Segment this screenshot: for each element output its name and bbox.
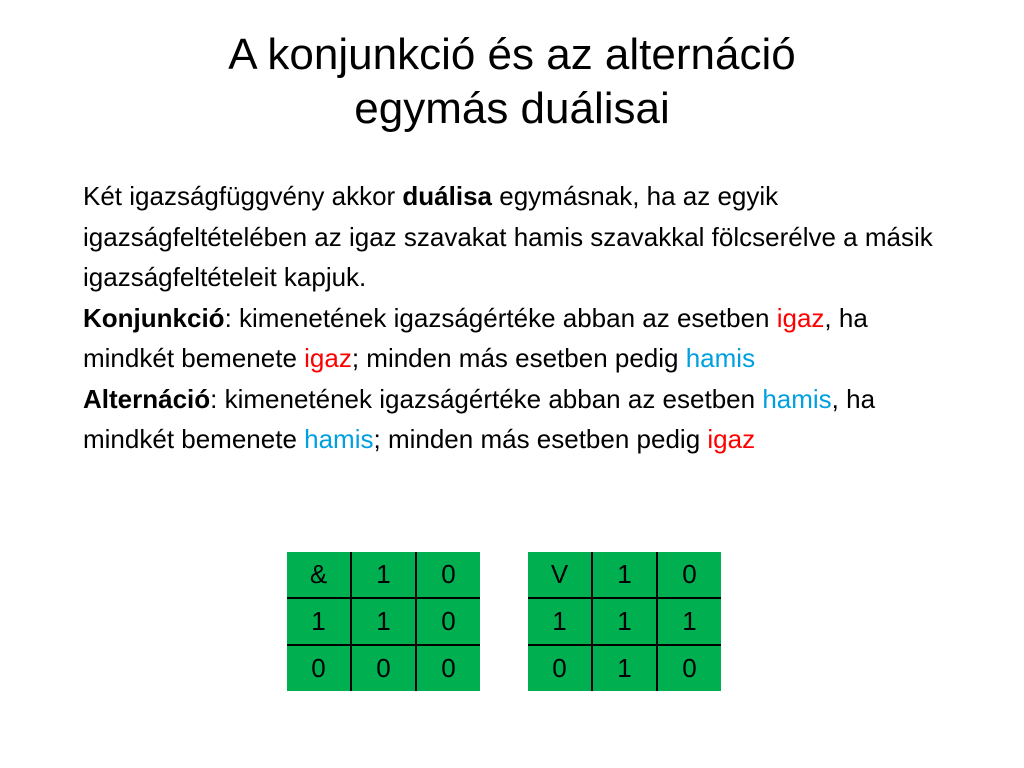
table-cell: 0 [416,552,480,598]
alternation-text-2: , ha mindkét bemenete [83,383,876,454]
table-cell: 0 [416,598,480,645]
alternation-word-false-1: hamis [762,383,832,414]
definition-paragraph [83,176,943,298]
table-cell: 1 [592,552,657,598]
table-row [528,552,721,598]
definition-text-end: egymásnak, ha az egyik igazságfeltételében az igaz szavakat hamis szavakkal fölcserélve a másik igazságfeltételeit kapjuk. [83,181,933,292]
conjunction-text-2: , ha mindkét bemenete [83,302,868,373]
table-cell: 0 [287,645,351,691]
title-line-1: A konjunkció és az alternáció [228,30,796,79]
table-cell: 0 [657,552,721,598]
alternation-text-1: : kimenetének igazságértéke abban az esetben [210,383,763,414]
conjunction-truth-table [287,552,480,691]
slide-title [60,28,964,136]
alternation-term: Alternáció [83,383,211,414]
alternation-word-true: igaz [707,424,756,454]
table-cell: 0 [528,645,592,691]
definition-text-start: Két igazságfüggvény akkor [83,181,403,211]
table-cell: 1 [351,552,416,598]
alternation-word-false-2: hamis [304,424,374,454]
table-cell: 1 [287,598,351,645]
table-cell: V [528,552,592,598]
slide-body [83,176,943,460]
table-cell: 1 [528,598,592,645]
table-cell: 0 [351,645,416,691]
conjunction-text-1: : kimenetének igazságértéke abban az esetben [224,302,777,333]
alternation-truth-table [528,552,721,691]
conjunction-word-true-1: igaz [776,302,825,333]
conjunction-paragraph [83,298,943,379]
dual-term: duálisa [402,181,493,211]
conjunction-text-3: ; minden más esetben pedig [351,343,686,373]
conjunction-word-false: hamis [685,343,756,373]
table-cell: 0 [416,645,480,691]
table-cell: 1 [657,598,721,645]
table-row [287,552,480,598]
table-cell: 0 [657,645,721,691]
table-cell: 1 [592,645,657,691]
table-row [528,645,721,691]
conjunction-term: Konjunkció [83,302,225,333]
alternation-text-3: ; minden más esetben pedig [373,424,708,454]
table-cell: & [287,552,351,598]
table-row [528,598,721,645]
title-line-2: egymás duálisai [354,84,670,133]
table-cell: 1 [351,598,416,645]
table-row [287,598,480,645]
conjunction-word-true-2: igaz [304,343,352,373]
table-cell: 1 [592,598,657,645]
alternation-paragraph [83,379,943,460]
table-row [287,645,480,691]
